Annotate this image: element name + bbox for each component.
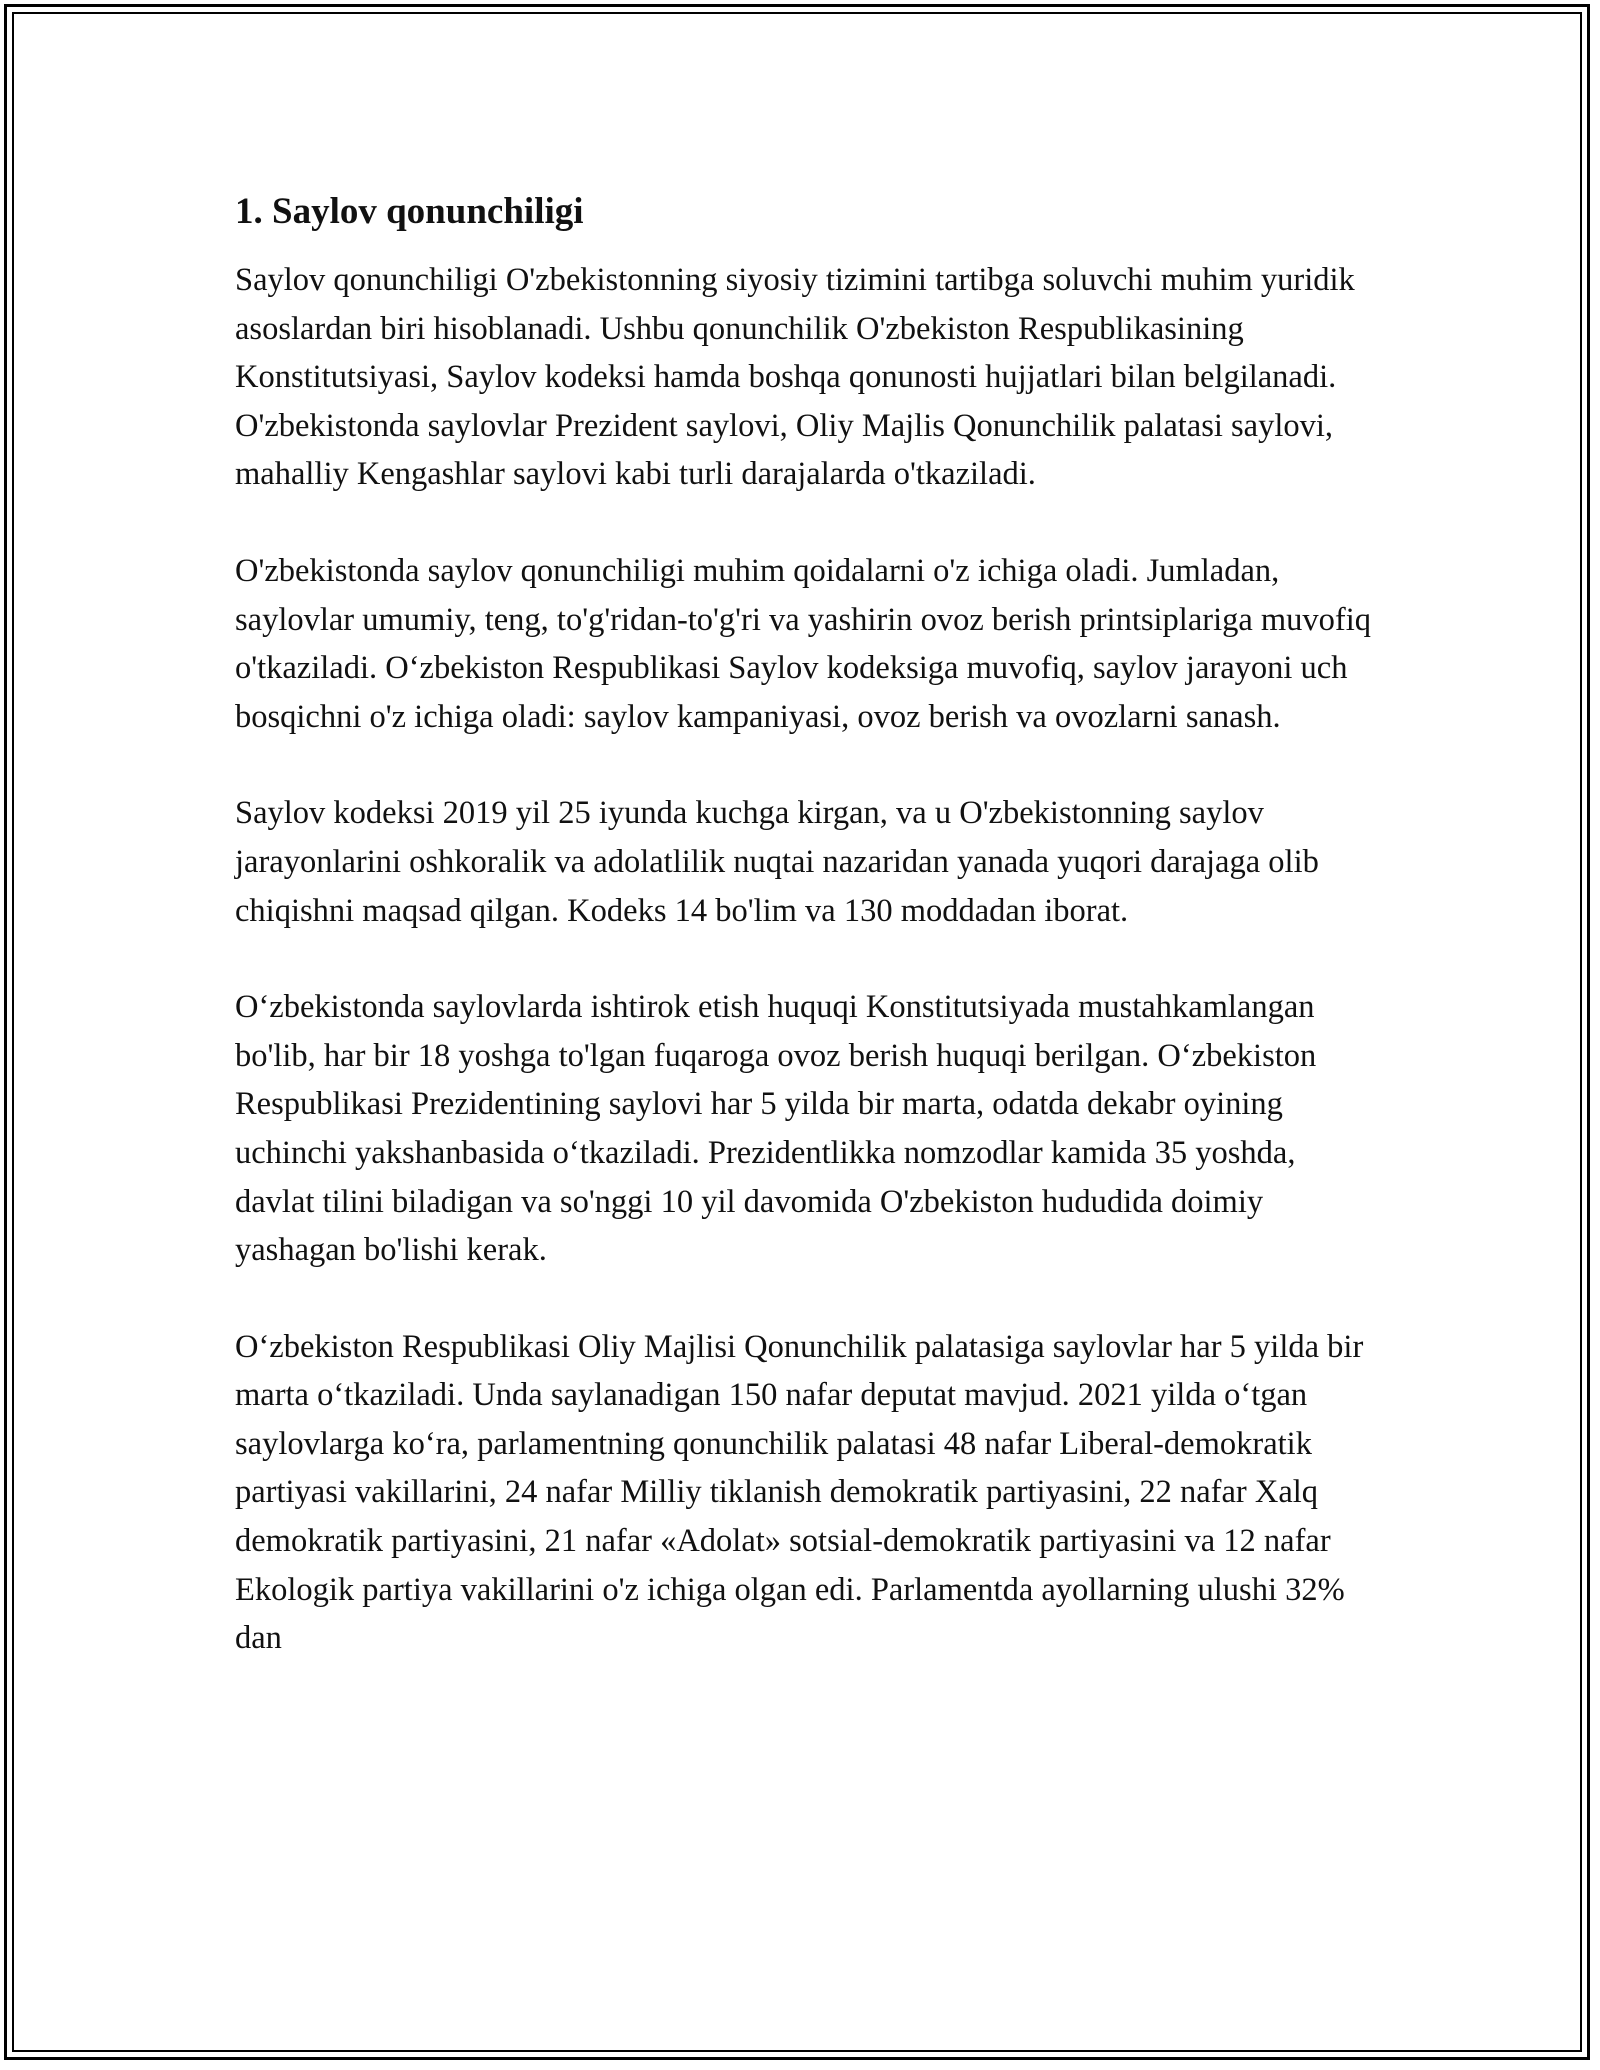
paragraph-3: Saylov kodeksi 2019 yil 25 iyunda kuchga kirgan, va u O'zbekistonning saylov jarayonlarini oshkoralik va adolatlilik nuqtai nazaridan yanada yuqori darajaga olib chiqishni maqsad qilgan. Kodeks 14 bo'lim va 130 moddadan iborat.	[235, 795, 1319, 929]
document-body	[235, 188, 1375, 1711]
paragraph-4: O‘zbekistonda saylovlarda ishtirok etish huquqi Konstitutsiyada mustahkamlangan bo'lib, har bir 18 yoshga to'lgan fuqaroga ovoz berish huquqi berilgan. O‘zbekiston Respublikasi Prezidentining saylovi har 5 yilda bir marta, odatda dekabr oyining uchinchi yakshanbasida o‘tkaziladi. Prezidentlikka nomzodlar kamida 35 yoshda, davlat tilini biladigan va so'nggi 10 yil davomida O'zbekiston hududida doimiy yashagan bo'lishi kerak.	[235, 989, 1317, 1269]
paragraph-2: O'zbekistonda saylov qonunchiligi muhim qoidalarni o'z ichiga oladi. Jumladan, saylovlar umumiy, teng, to'g'ridan-to'g'ri va yashirin ovoz berish printsiplariga muvofiq o'tkaziladi. O‘zbekiston Respublikasi Saylov kodeksiga muvofiq, saylov jarayoni uch bosqichni o'z ichiga oladi: saylov kampaniyasi, ovoz berish va ovozlarni sanash.	[235, 552, 1372, 735]
section-heading: 1. Saylov qonunchiligi	[235, 191, 584, 232]
paragraph-1: Saylov qonunchiligi O'zbekistonning siyosiy tizimini tartibga soluvchi muhim yuridik asoslardan biri hisoblanadi. Ushbu qonunchilik O'zbekiston Respublikasining Konstitutsiyasi, Saylov kodeksi hamda boshqa qonunosti hujjatlari bilan belgilanadi. O'zbekistonda saylovlar Prezident saylovi, Oliy Majlis Qonunchilik palatasi saylovi, mahalliy Kengashlar saylovi kabi turli darajalarda o'tkaziladi.	[235, 262, 1355, 493]
paragraph-5: O‘zbekiston Respublikasi Oliy Majlisi Qonunchilik palatasiga saylovlar har 5 yilda bir marta o‘tkaziladi. Unda saylanadigan 150 nafar deputat mavjud. 2021 yilda o‘tgan saylovlarga ko‘ra, parlamentning qonunchilik palatasi 48 nafar Liberal-demokratik partiyasi vakillarini, 24 nafar Milliy tiklanish demokratik partiyasini, 22 nafar Xalq demokratik partiyasini, 21 nafar «Adolat» sotsial-demokratik partiyasini va 12 nafar Ekologik partiya vakillarini o'z ichiga olgan edi. Parlamentda ayollarning ulushi 32% dan	[235, 1328, 1364, 1657]
